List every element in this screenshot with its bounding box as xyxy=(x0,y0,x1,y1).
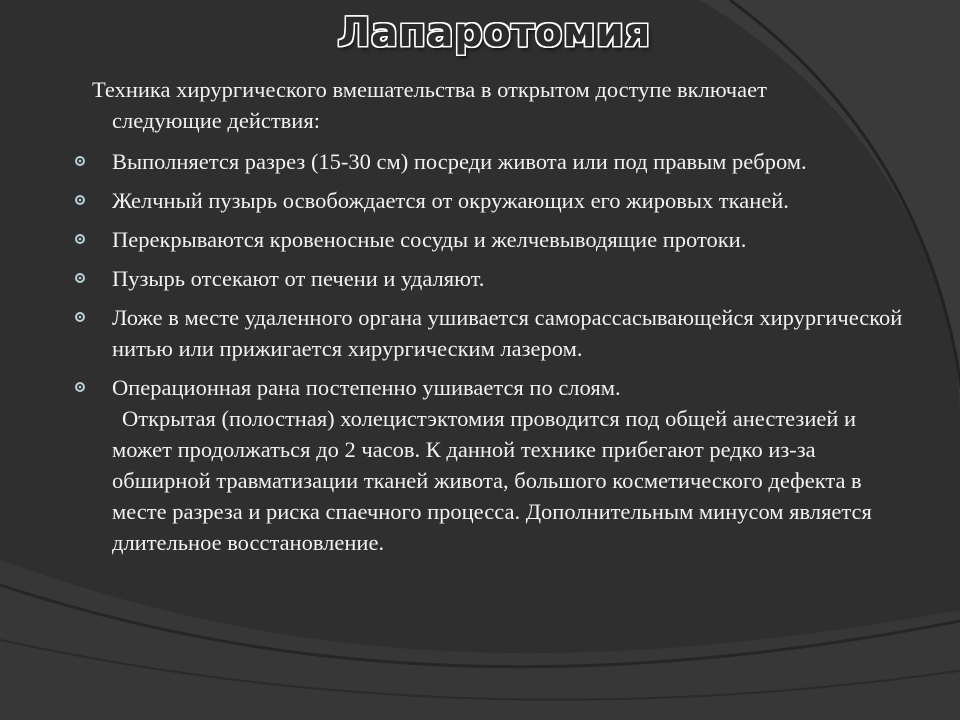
list-item xyxy=(70,146,910,177)
intro-line-1: Техника хирургического вмешательства в открытом доступе включает xyxy=(92,77,767,102)
bullet-list xyxy=(70,146,910,558)
list-item xyxy=(70,185,910,216)
list-item xyxy=(70,302,910,364)
closing-paragraph: Открытая (полостная) холецистэктомия проводится под общей анестезией и может продолжаться до 2 часов. К данной технике прибегают редко из-за обширной травматизации тканей живота, большого косметического дефекта в месте разреза и риска спаечного процесса. Дополнительным минусом является длительное восстановление. xyxy=(112,406,872,555)
slide-body xyxy=(70,74,910,566)
list-item xyxy=(70,224,910,255)
intro-paragraph xyxy=(70,74,910,136)
ring-bullet-icon xyxy=(74,194,86,206)
bullet-text: Перекрываются кровеносные сосуды и желчевыводящие протоки. xyxy=(112,227,747,252)
bullet-text: Пузырь отсекают от печени и удаляют. xyxy=(112,266,485,291)
ring-bullet-icon xyxy=(74,311,86,323)
bullet-text: Желчный пузырь освобождается от окружающих его жировых тканей. xyxy=(112,188,789,213)
ring-bullet-icon xyxy=(74,155,86,167)
slide-title: Лапаротомия xyxy=(337,10,651,56)
list-item xyxy=(70,372,910,558)
bullet-text: Операционная рана постепенно ушивается по слоям. xyxy=(112,375,621,400)
bullet-text: Выполняется разрез (15-30 см) посреди живота или под правым ребром. xyxy=(112,149,807,174)
ring-bullet-icon xyxy=(74,272,86,284)
ring-bullet-icon xyxy=(74,381,86,393)
intro-line-2: следующие действия: xyxy=(112,108,320,133)
ring-bullet-icon xyxy=(74,233,86,245)
bullet-text: Ложе в месте удаленного органа ушивается саморассасывающейся хирургической нитью или прижигается хирургическим лазером. xyxy=(112,305,903,361)
list-item xyxy=(70,263,910,294)
